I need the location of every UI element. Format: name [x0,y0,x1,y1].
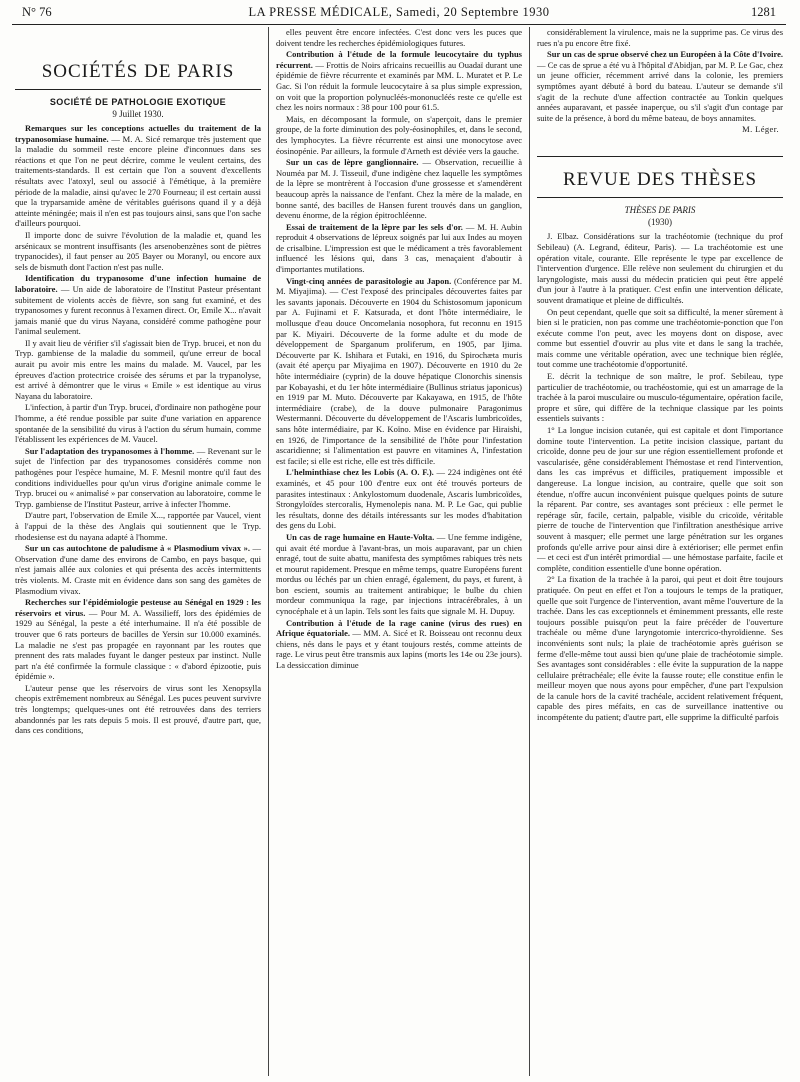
paragraph-title: Essai de traitement de la lèpre par les sels d'or. [286,221,463,232]
paragraph-text: Il y avait lieu de vérifier s'il s'agissait bien de Tryp. brucei, et non du Tryp. gambiense de la maladie du sommeil, qu'une erreur de bocal aurait pu avoir mis entre les mains du malade. M. Vaucel, par les épreuves d'action protectrice croisée des sérums et par la trypanolyse, est arrivé à démontrer que le virus « Emile » est identique au virus Nayana du laboratoire. [15,337,261,401]
report-paragraph-titled [15,597,261,682]
column-right [529,27,786,1076]
theses-paragraphs [537,231,783,722]
paragraph-text: — M. A. Sicé remarque très justement que la maladie du sommeil reste encore pleine d'inconnues dans ses réactions et que l'on ne peut décrire, comme le veulent certains, des traitements-standards. Il est certain que l'on a souvent d'excellents résultats avec l'atoxyl, seul ou associé à l'émétique, à la première période de la maladie, ainsi qu'avec le 270 Fourneau; il est certain aussi que la tryparsamide amène de véritables guérisons quand il y a déjà atteinte méningée; mais il n'en est pas toujours ainsi, sans que l'on sache d'ailleurs pourquoi. [15,133,261,229]
paragraph-title: Sur un cas de lèpre ganglionnaire. [286,157,419,168]
report-paragraph-titled [276,467,522,531]
paragraph-title: Vingt-cinq années de parasitologie au Japon. [286,275,452,286]
page-number: 1281 [751,5,776,19]
paragraph-text: — Observation d'une dame des environs de Cambo, en pays basque, qui n'est jamais allée aux colonies et qui présenta des accès intermittents très violents. M. Craste mit en évidence dans son sang des gamètes de Plasmodium vivax. [15,543,262,596]
report-paragraph-titled [276,222,522,275]
paragraph-title: Contribution à l'étude de la formule leucocytaire du typhus récurrent. [276,49,522,70]
section-title: SOCIÉTÉS DE PARIS [15,55,261,90]
paragraph-text: — Une femme indigène, qui avait été mordue à l'avant-bras, un mois auparavant, par un chien enragé, tout de suite abattu, manifesta des symptômes rabiques très nets et mourut rapidement. Presque en même temps, quatre Européens furent mordus ou léchés par un chien enragé, également, du pays, et furent, à bon escient, soumis au traitement antirabique; le bulbe du chien mordeur communiqua la rage, par injections intracérébrales, à un cynocéphale et à un lapin. Tels sont les faits que signale M. H. Dupuy. [276,531,523,617]
paragraph-text: — 224 indigènes ont été examinés, et 45 pour 100 d'entre eux ont été trouvés porteurs de parasites intestinaux : Ankylostomum duodenale, Ascaris lumbricoïdes, Strongyloïdes stercoralis, Hymenolepis nana. M. P. Le Gac, qui publie les résultats, donne des détails intéressants sur les modes d'habitation des gens du Lobi. [276,467,522,531]
paragraph-title: Sur l'adaptation des trypanosomes à l'homme. [25,445,195,456]
paragraph-text: D'autre part, l'observation de Emile X..., rapportée par Vaucel, vient à l'appui de la thèse des Anglais qui soutiennent que le Tryp. rhodesiense est du nayana adapté à l'homme. [15,510,261,542]
paragraph-title: Identification du trypanosome d'une infection humaine de laboratoire. [15,273,261,294]
paragraph-text: — M. H. Aubin reproduit 4 observations de lépreux soignés par lui aux Indes au moyen de crisalbine. L'impression est que le médicament a très favorablement influencé les lésions qui, dans 3 cas, menaçaient d'aboutir à d'importantes mutilations. [276,221,522,275]
paragraph-text: L'infection, à partir d'un Tryp. brucei, d'ordinaire non pathogène pour l'homme, a été rendue possible par suite d'une variation en apparence spontanée de la sensibilité du virus à l'action du sérum humain, comme l'établissent les expériences de M. Vaucel. [15,402,261,445]
paragraph-text: considérablement la virulence, mais ne la supprime pas. Ce virus des rues n'a pu encore être fixé. [537,27,783,48]
report-paragraph-titled [276,618,522,671]
text-paragraph [537,231,783,305]
paragraph-title: Contribution à l'étude de la rage canine (virus des rues) en Afrique équatoriale. [276,617,522,639]
report-paragraph-titled [15,446,261,510]
paragraph-text: — Frottis de Noirs africains recueillis au Ouadaï durant une épidémie de fièvre récurrente et examinés par MM. L. Muratet et P. Le Gac. Si l'on réduit la formule leucocytaire à sa plus simple expression, on voit que la proportion polynucléés-mononucléés reste ce qu'elle est chez les noirs normaux : 38 pour 100 pour 61.5. [276,59,522,113]
paragraph-text: J. Elbaz. Considérations sur la trachéotomie (technique du prof Sebileau) (A. Legrand, éditeur, Paris). — La trachéotomie est une opération vitale, courante. Elle représente le type par excellence de l'intervention d'urgence. Elle relève non seulement du chirurgien et du laryngologiste, mais aussi du médecin praticien qui peut être appelé d'un jour à l'autre à la pratiquer. C'est enfin une intervention délicate, souvent dramatique et pleine de difficultés. [537,231,783,305]
text-paragraph [537,574,783,722]
report-paragraph-titled [276,532,522,617]
report-paragraph-titled [276,49,522,113]
middle-paragraphs [276,27,522,671]
text-paragraph [15,510,261,542]
text-paragraph [276,114,522,156]
session-date: 9 Juillet 1930. [112,109,164,119]
paragraph-text: (Conférence par M. M. Miyajima). — C'est l'exposé des principales découvertes faites par les savants japonais. Découverte en 1904 du Schistosomum japonicum par A. Fujinami et F. Katsurada, et dont l'hôte intermédiaire, le mollusque d'eau douce Oncomelania nosophora, fut reconnu en 1915 par K. Miyairi. Découverte de la forme adulte et du mode de développement de Sparganum proliferum, en 1905, par Ijima. Découverte par K. Ishihara et Futaki, en 1916, du Spirochæta muris (avait été aperçu par Miyajima en 1907). Découverte en 1910 du 2e hôte intermédiaire (cyprin) de la douve hépatique Clonorchis sinensis par Kobayashi, et du 1er hôte intermédiaire (Bullinus striatus japonicus) en 1919 par M. Muto. Découverte par Kakayawa, en 1915, de l'hôte intermédiaire (crabe), de la douve pulmonaire Paragonimus Westermanni. Découverte du développement de l'Ascaris lumbricoïdes, sans hôte intermédiaire, par K. Koïno. Mise en évidence par Hiraishi, en 1926, de l'importance de la sensibilité de l'hôte pour l'infestation ascaridienne; si l'alimentation est pauvre en vitamines A, l'infestation est facile; si elle est riche, elle est très difficile. [276,275,522,466]
paragraph-text: — MM. A. Sicé et R. Boisseau ont reconnu deux chiens, nés dans le pays et y étant toujours restés, comme atteints de rage. Le virus peut être transmis aux lapins (morts les 14e ou 23e jours). La dessiccation diminue [276,628,522,671]
paragraph-text: elles peuvent être encore infectées. C'est donc vers les puces que doivent tendre les recherches épidémiologiques futures. [276,27,522,48]
report-paragraph-titled [15,123,261,229]
report-paragraph-titled [15,543,261,596]
report-paragraph-titled [276,157,522,221]
paragraph-text: — Ce cas de sprue a été vu à l'hôpital d'Abidjan, par M. P. Le Gac, chez un jeune officier, récemment arrivé dans la colonie, les premiers symptômes ayant débuté à bord du bateau. L'auteur se demande s'il s'agit de la rechute d'une affection contractée au Tonkin quelques années auparavant, et passée inaperçue, ou s'il s'agit d'un contage par suite de la présence, à bord du même bateau, de boys annamites. [537,59,783,123]
paragraph-text: — Revenant sur le sujet de l'infection par des trypanosomes considérés comme non pathogènes pour l'espèce humaine, M. F. Mesnil montre qu'il faut des conditions individuelles pour qu'un virus d'origine animale comme le Tryp. brucei ou « animalisé » par conservation au laboratoire, comme le Tryp. gambiense de l'Institut Pasteur, arrive à infecter l'homme. [15,445,261,509]
journal-title: LA PRESSE MÉDICALE, Samedi, 20 Septembre 1930 [248,5,550,19]
text-paragraph [537,307,783,371]
paragraph-title: Sur un cas de sprue observé chez un Européen à la Côte d'Ivoire. [547,49,783,60]
paragraph-text: L'auteur pense que les réservoirs de virus sont les Xenopsylla cheopis extrêmement nombreux au Sénégal. Les puces peuvent survivre très longtemps; quelques-unes ont été retrouvées dans des terriers abandonnés par les rats depuis 5 mois. Il est prouvé, d'autre part, que, dans ces conditions, [15,682,261,736]
text-paragraph [276,27,522,48]
theses-section-title: REVUE DES THÈSES [537,156,783,198]
paragraph-text: — Pour M. A. Wassilieff, lors des épidémies de 1929 au Sénégal, la peste a été interhumaine. Il n'a été possible de trouver que 6 rats porteurs de bacilles de Yersin sur 10.000 examinés. La maladie ne s'est pas propagée en rayonnant par les routes que prennent des rats malades fuyant le danger pesteux par instinct. Nulle part n'a été confirmée la formule classique : « d'abord épizootie, puis épidémie ». [15,607,261,682]
text-paragraph [15,402,261,444]
report-paragraph-titled [15,273,261,337]
paragraph-text: 2° La fixation de la trachée à la paroi, qui peut et doit être toujours pratiquée. On peut en effet et l'on a toujours le temps de la pratiquer, quelle que soit l'urgence de l'intervention, avant même l'ouverture de la trachée. Dans les cas exceptionnels et éminemment pressants, elle reste toujours possible puisqu'on peut la faire précéder de l'ouverture trachéale ou même d'une laryngotomie intercrico-thyroïdienne. Ses inconvénients sont nuls; la plaie de trachéotomie après guérison se ferme d'elle-même tout aussi bien qu'une plaie de trachéotomie simple. Ses avantages sont considérables : elle évite la suppuration de la nappe cellulaire prétrachéale; elle évite la fausse route; elle constitue enfin le meilleur moyen que nous ayons pour empêcher, d'une part l'expulsion de la canule hors de la cavité trachéale, accident relativement fréquent, capable des pires méfaits, en cas de surveillance inattentive ou incompétente du patient; d'autre part, elle supprime la difficulté parfois [537,574,783,723]
text-paragraph [537,371,783,424]
text-paragraph [15,230,261,272]
running-head [12,0,786,25]
column-middle [268,27,529,1076]
text-columns [12,27,786,1076]
author-signature: M. Léger. [742,124,779,135]
paragraph-text: E. décrit la technique de son maître, le prof. Sebileau, type particulier de trachéotomie, ou trachéostomie, qui est un amarrage de la trachée à la paroi musculaire ou musculo-tégumentaire, opération facile, propre et sûre, qui diffère de la technique classique par les points essentiels suivants : [537,371,783,424]
report-paragraph-titled [276,276,522,467]
column-left [12,27,268,1076]
paragraph-text: Mais, en décomposant la formule, on s'aperçoit, dans le premier groupe, de la forte diminution des poly-éosinophiles, et, dans le second, des lymphocytes. La fièvre récurrente est ainsi une monocytose avec éosinopénie. Par ailleurs, la formule d'Arneth est déviée vers la gauche. [276,113,522,156]
text-paragraph [537,425,783,573]
paragraph-text: Il importe donc de suivre l'évolution de la maladie et, quand les arsénicaux se montrent insuffisants (les arsenobenzènes sont de piètres trypanocides), il faut penser au 205 Bayer ou Moranyl, ou encore aux sels de bismuth dont l'action n'est pas nulle. [15,229,261,272]
society-title: SOCIÉTÉ DE PATHOLOGIE EXOTIQUE [49,97,227,107]
paragraph-title: Sur un cas autochtone de paludisme à « Plasmodium vivax ». [25,543,250,554]
paragraph-text: — Observation, recueillie à Nouméa par M. J. Tisseuil, d'une indigène chez laquelle les symptômes de la lèpre se montrèrent à l'occasion d'une grossesse et s'amendèrent beaucoup après la naissance de l'enfant. Chez la mère de la malade, en bonne santé, des bacilles de Hansen furent trouvés dans un ganglion, devenu énorme, de la région épitrochléenne. [276,157,522,221]
paragraph-title: Recherches sur l'épidémiologie pesteuse au Sénégal en 1929 : les réservoirs et virus. [15,597,261,618]
text-paragraph [537,27,783,48]
paragraph-title: Remarques sur les conceptions actuelles du traitement de la trypanosomiase humaine. [15,123,261,144]
issue-number: N° 76 [22,5,52,19]
text-paragraph [15,338,261,402]
text-paragraph [15,683,261,736]
theses-year: (1930) [648,217,672,228]
paragraph-text: On peut cependant, quelle que soit sa difficulté, la mener sûrement à bien si le praticien, non pas comme une trachéotomie-ponction que l'on exécute comme l'on peut, avec les moyens dont on dispose, avec comme but essentiel d'ouvrir au plus vite et dans le sang la trachée, mais comme une véritable opération, avec une technique bien réglée, tout comme une trachéotomie d'opportunité. [537,306,783,370]
paragraph-text: — Un aide de laboratoire de l'Institut Pasteur présentant subitement de violents accès de fièvre, son sang fut examiné, et des trypanosomes y furent reconnus à l'examen direct. Or, Emile X... n'avait jamais manié que du virus Nayana, considéré comme pathogène pour l'animal seulement. [15,283,261,337]
left-paragraphs [15,123,261,736]
right-paragraphs [537,27,783,123]
report-paragraph-titled [537,49,783,123]
paragraph-text: 1° La longue incision cutanée, qui est capitale et dont l'importance domine toute l'intervention. La petite incision classique, partant du cricoïde, donne peu de jour sur une région essentiellement profonde et vascularisée, gêne considérablement l'hémostase et rend l'intervention, dans les cas imprévus et difficiles, pratiquement impossible et dangereuse. La longue incision, au contraire, quelle que soit son étendue, n'offre aucun inconvénient puisque quelques points de suture la réparent. Par contre, ses avantages sont précieux : elle permet le repérage sûr, facile, certain, palpable, visible du cricoïde, véritable pierre de touche de l'intervention que l'infiltration anesthésique arrive souvent à masquer; elle permet une large pénétration sur les organes profonds qu'elle arrive pour ainsi dire à extérioriser; elle permet enfin — et ceci est d'un intérêt primordial — une hémostase parfaite, facile et complète, condition essentielle d'une bonne opération. [537,425,783,573]
theses-subtitle: THÈSES DE PARIS [624,205,696,216]
paragraph-title: Un cas de rage humaine en Haute-Volta. [286,531,435,542]
paragraph-title: L'helminthiase chez les Lobis (A. O. F.). [286,467,434,478]
